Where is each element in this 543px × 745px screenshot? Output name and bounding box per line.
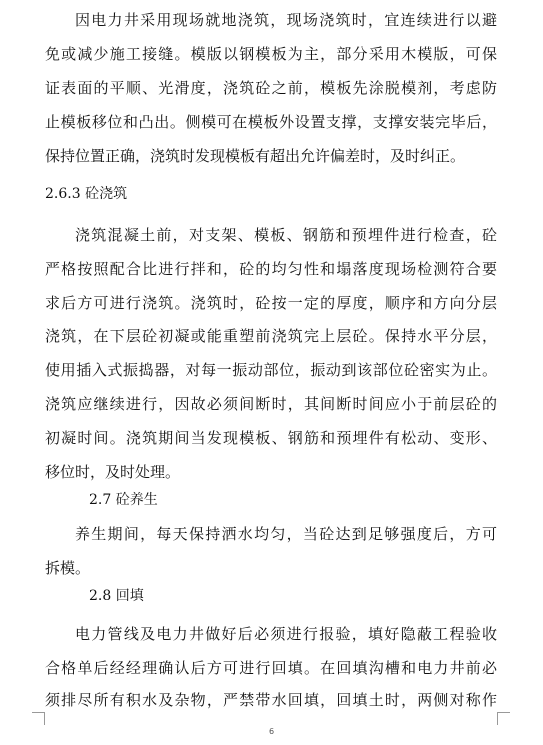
paragraph-1-line: 因电力井采用现场就地浇筑，现场浇筑时，宜连续进行以避 — [75, 11, 497, 29]
section-heading-2-7: 2.7 砼养生 — [89, 492, 158, 508]
paragraph-2-line: 初凝时间。浇筑期间当发现模板、钢筋和预埋件有松动、变形、 — [45, 429, 497, 447]
paragraph-1-line: 证表面的平顺、光滑度，浇筑砼之前，模板先涂脱模剂，考虑防 — [45, 79, 497, 97]
section-heading-2-6-3: 2.6.3 砼浇筑 — [45, 186, 128, 202]
paragraph-2-line: 浇筑应继续进行，因故必须间断时，其间断时间应小于前层砼的 — [45, 395, 497, 413]
paragraph-2-line: 浇筑混凝土前，对支架、模板、钢筋和预埋件进行检查，砼 — [75, 226, 497, 244]
paragraph-2-line: 严格按照配合比进行拌和，砼的均匀性和塌落度现场检测符合要 — [45, 260, 497, 278]
paragraph-2-line: 求后方可进行浇筑。浇筑时，砼按一定的厚度，顺序和方向分层 — [45, 294, 497, 312]
section-heading-2-8: 2.8 回填 — [89, 588, 144, 604]
paragraph-4-line: 电力管线及电力井做好后必须进行报验，填好隐蔽工程验收 — [75, 625, 497, 643]
paragraph-2-line: 使用插入式振捣器，对每一振动部位，振动到该部位砼密实为止。 — [45, 361, 497, 379]
paragraph-2-line: 移位时，及时处理。 — [45, 463, 181, 481]
paragraph-3-line: 养生期间，每天保持洒水均匀，当砼达到足够强度后，方可 — [75, 525, 497, 543]
paragraph-1-line: 免或减少施工接缝。模版以钢模板为主，部分采用木模版，可保 — [45, 45, 497, 63]
crop-mark-bottom-left — [32, 712, 45, 725]
paragraph-2-line: 浇筑，在下层砼初凝或能重塑前浇筑完上层砼。保持水平分层， — [45, 327, 497, 345]
paragraph-4-line: 合格单后经经理确认后方可进行回填。在回填沟槽和电力井前必 — [45, 659, 497, 677]
crop-mark-bottom-right — [497, 712, 510, 725]
paragraph-3-line: 拆模。 — [45, 559, 91, 577]
paragraph-4-line: 须排尽所有积水及杂物，严禁带水回填，回填土时，两侧对称作 — [45, 691, 497, 709]
paragraph-1-line: 止模板移位和凸出。侧模可在模板外设置支撑，支撑安装完毕后， — [45, 113, 497, 131]
paragraph-1-line: 保持位置正确，浇筑时发现模板有超出允许偏差时，及时纠正。 — [45, 147, 466, 165]
page-number: 6 — [268, 727, 275, 736]
